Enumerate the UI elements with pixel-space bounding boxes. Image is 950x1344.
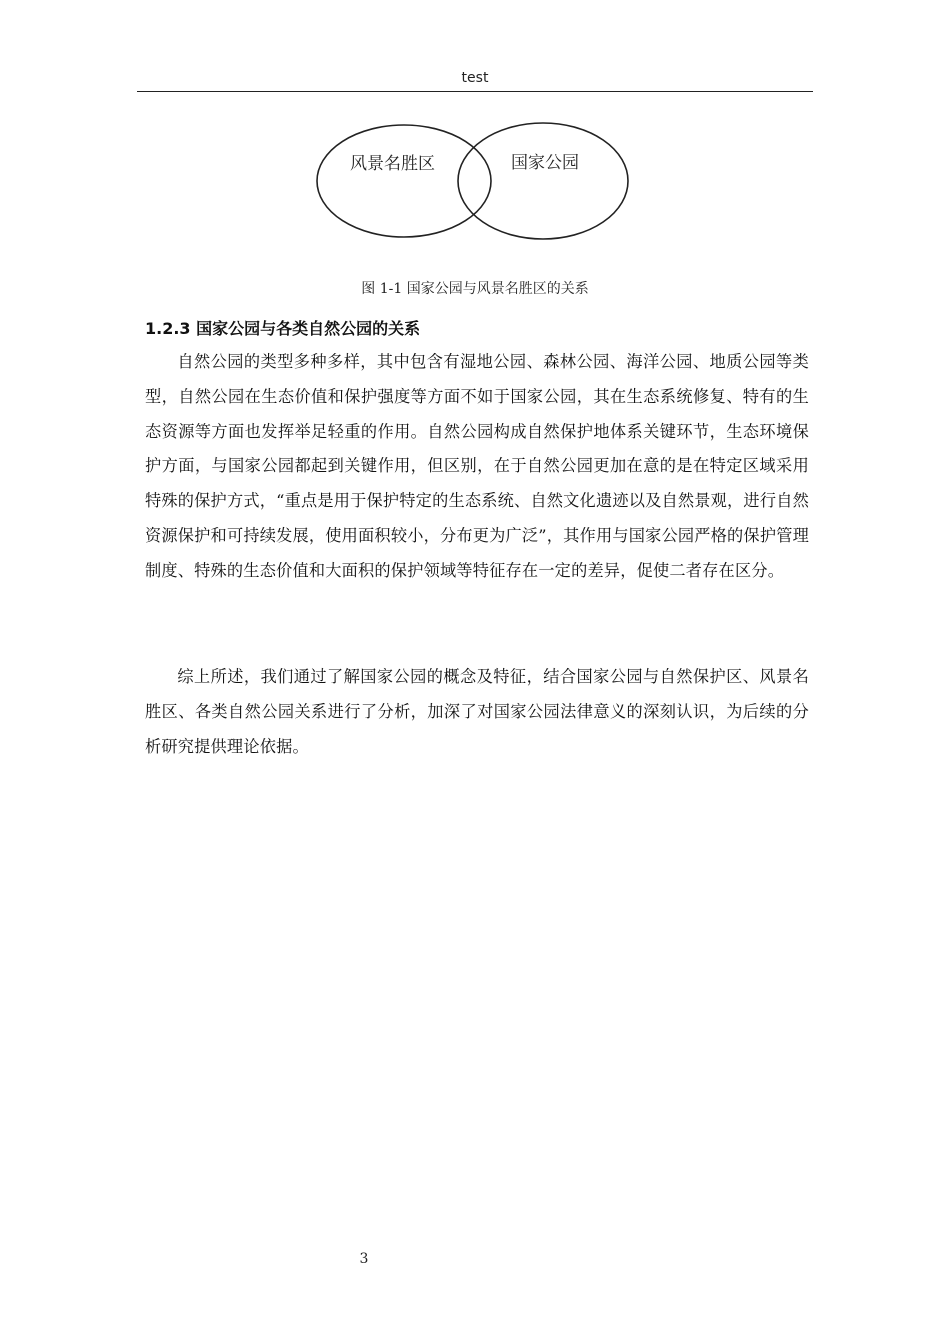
page-number: 3 [359,1251,369,1267]
venn-label-national-park: 国家公园 [511,153,579,173]
section-heading: 1.2.3 国家公园与各类自然公园的关系 [145,319,421,338]
body-paragraph: 综上所述，我们通过了解国家公园的概念及特征，结合国家公园与自然保护区、风景名胜区、各类自然公园关系进行了分析，加深了对国家公园法律意义的深刻认识，为后续的分析研究提供理论依据。 [145,667,809,756]
header-rule [137,91,813,92]
page-header: test [461,70,489,86]
body-paragraph: 自然公园的类型多种多样，其中包含有湿地公园、森林公园、海洋公园、地质公园等类型，自然公园在生态价值和保护强度等方面不如于国家公园，其在生态系统修复、特有的生态资源等方面也发挥举足轻重的作用。自然公园构成自然保护地体系关键环节，生态环境保护方面，与国家公园都起到关键作用，但区别，在于自然公园更加在意的是在特定区域采用特殊的保护方式，“重点是用于保护特定的生态系统、自然文化遗迹以及自然景观，进行自然资源保护和可持续发展，使用面积较小，分布更为广泛”，其作用与国家公园严格的保护管理制度、特殊的生态价值和大面积的保护领域等特征存在一定的差异，促使二者存在区分。 [145,352,809,580]
venn-diagram-svg [310,118,635,248]
venn-label-scenic-area: 风景名胜区 [350,154,435,174]
venn-circle-scenic-area [317,125,491,237]
venn-circle-national-park [458,123,628,239]
venn-diagram [310,118,635,248]
figure-caption: 图 1-1 国家公园与风景名胜区的关系 [361,281,589,297]
